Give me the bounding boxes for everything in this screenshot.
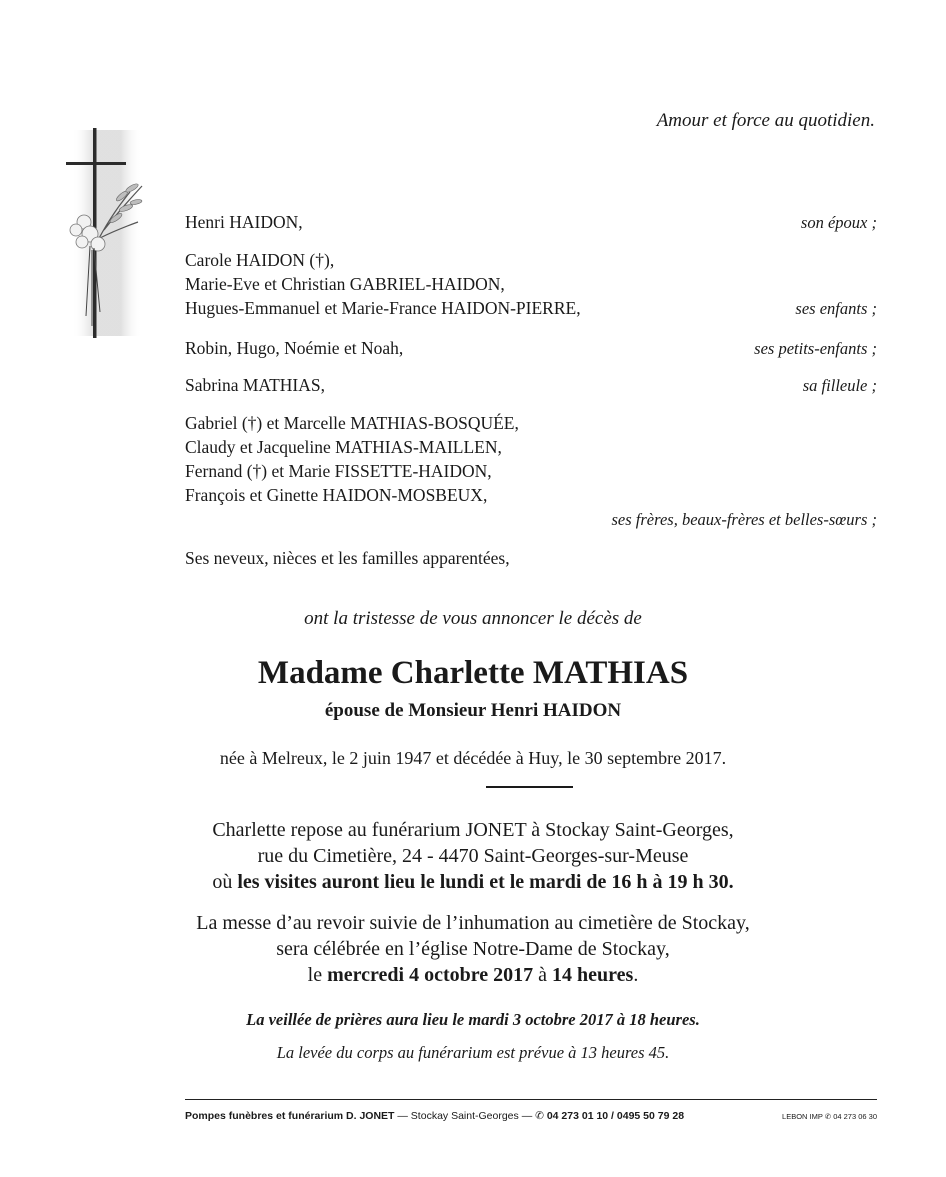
deceased-name: Madame Charlette MATHIAS <box>257 655 689 691</box>
visitation-line: rue du Cimetière, 24 - 4470 Saint-Georges-sur-Meuse <box>257 845 689 867</box>
mass-time: 14 heures <box>552 964 634 986</box>
family-names: Marie-Eve et Christian GABRIEL-HAIDON, <box>185 274 505 294</box>
funeral-home-name: Pompes funèbres et funérarium D. JONET <box>185 1110 395 1122</box>
family-row-grandchildren <box>185 336 877 361</box>
family-names: Carole HAIDON (†), <box>185 250 335 270</box>
family-names: Henri HAIDON, <box>185 212 303 232</box>
spouse-line: épouse de Monsieur Henri HAIDON <box>324 700 622 721</box>
relation-label: son époux ; <box>800 213 877 232</box>
funeral-home-location: — Stockay Saint-Georges — <box>394 1110 536 1122</box>
mass-line: sera célébrée en l’église Notre-Dame de Stockay, <box>276 938 670 960</box>
mass-info <box>0 910 946 988</box>
visitation-hours: les visites auront lieu le lundi et le mardi de 16 h à 19 h 30. <box>237 871 734 893</box>
divider <box>486 786 573 788</box>
family-names: Sabrina MATHIAS, <box>185 375 325 395</box>
mass-date: mercredi 4 octobre 2017 <box>327 964 534 986</box>
family-names: François et Ginette HAIDON-MOSBEUX, <box>185 485 488 505</box>
motto: Amour et force au quotidien. <box>656 110 875 131</box>
family-row-children <box>185 248 877 321</box>
family-names: Fernand (†) et Marie FISSETTE-HAIDON, <box>185 461 492 481</box>
relation-label: ses frères, beaux-frères et belles-sœurs ; <box>611 510 877 529</box>
relation-label: ses petits-enfants ; <box>754 339 877 358</box>
visitation-line: où les visites auront lieu le lundi et le mardi de 16 h à 19 h 30. <box>212 871 734 893</box>
levee-notice: La levée du corps au funérarium est prévue à 13 heures 45. <box>276 1043 670 1062</box>
relation-label: sa filleule ; <box>802 376 877 395</box>
family-names: Hugues-Emmanuel et Marie-France HAIDON-PIERRE, <box>185 298 581 318</box>
visitation-line: Charlette repose au funérarium JONET à Stockay Saint-Georges, <box>212 819 734 841</box>
family-names: Robin, Hugo, Noémie et Noah, <box>185 338 404 358</box>
footer-rule <box>185 1099 877 1100</box>
funeral-home-info <box>185 1110 684 1122</box>
visitation-info <box>0 817 946 895</box>
announcement: ont la tristesse de vous annoncer le décès de <box>304 608 642 629</box>
mass-line: le mercredi 4 octobre 2017 à 14 heures. <box>307 964 639 986</box>
family-row-siblings <box>185 411 877 532</box>
family-names: Ses neveux, nièces et les familles apparentées, <box>185 548 510 568</box>
family-names: Gabriel (†) et Marcelle MATHIAS-BOSQUÉE, <box>185 413 519 433</box>
family-row-goddaughter <box>185 373 877 398</box>
family-row-spouse <box>185 210 877 235</box>
funeral-home-phones: ✆ 04 273 01 10 / 0495 50 79 28 <box>535 1110 685 1122</box>
printer-credit: LEBON IMP ✆ 04 273 06 30 <box>782 1112 877 1121</box>
family-names: Claudy et Jacqueline MATHIAS-MAILLEN, <box>185 437 502 457</box>
mass-line: La messe d’au revoir suivie de l’inhumation au cimetière de Stockay, <box>196 912 750 934</box>
dates-line: née à Melreux, le 2 juin 1947 et décédée à Huy, le 30 septembre 2017. <box>219 748 727 768</box>
footer <box>185 1110 877 1122</box>
cross-with-flowers-icon <box>64 126 146 340</box>
relation-label: ses enfants ; <box>795 299 877 318</box>
vigil-notice: La veillée de prières aura lieu le mardi 3 octobre 2017 à 18 heures. <box>246 1010 700 1029</box>
family-row-relatives <box>185 546 877 570</box>
